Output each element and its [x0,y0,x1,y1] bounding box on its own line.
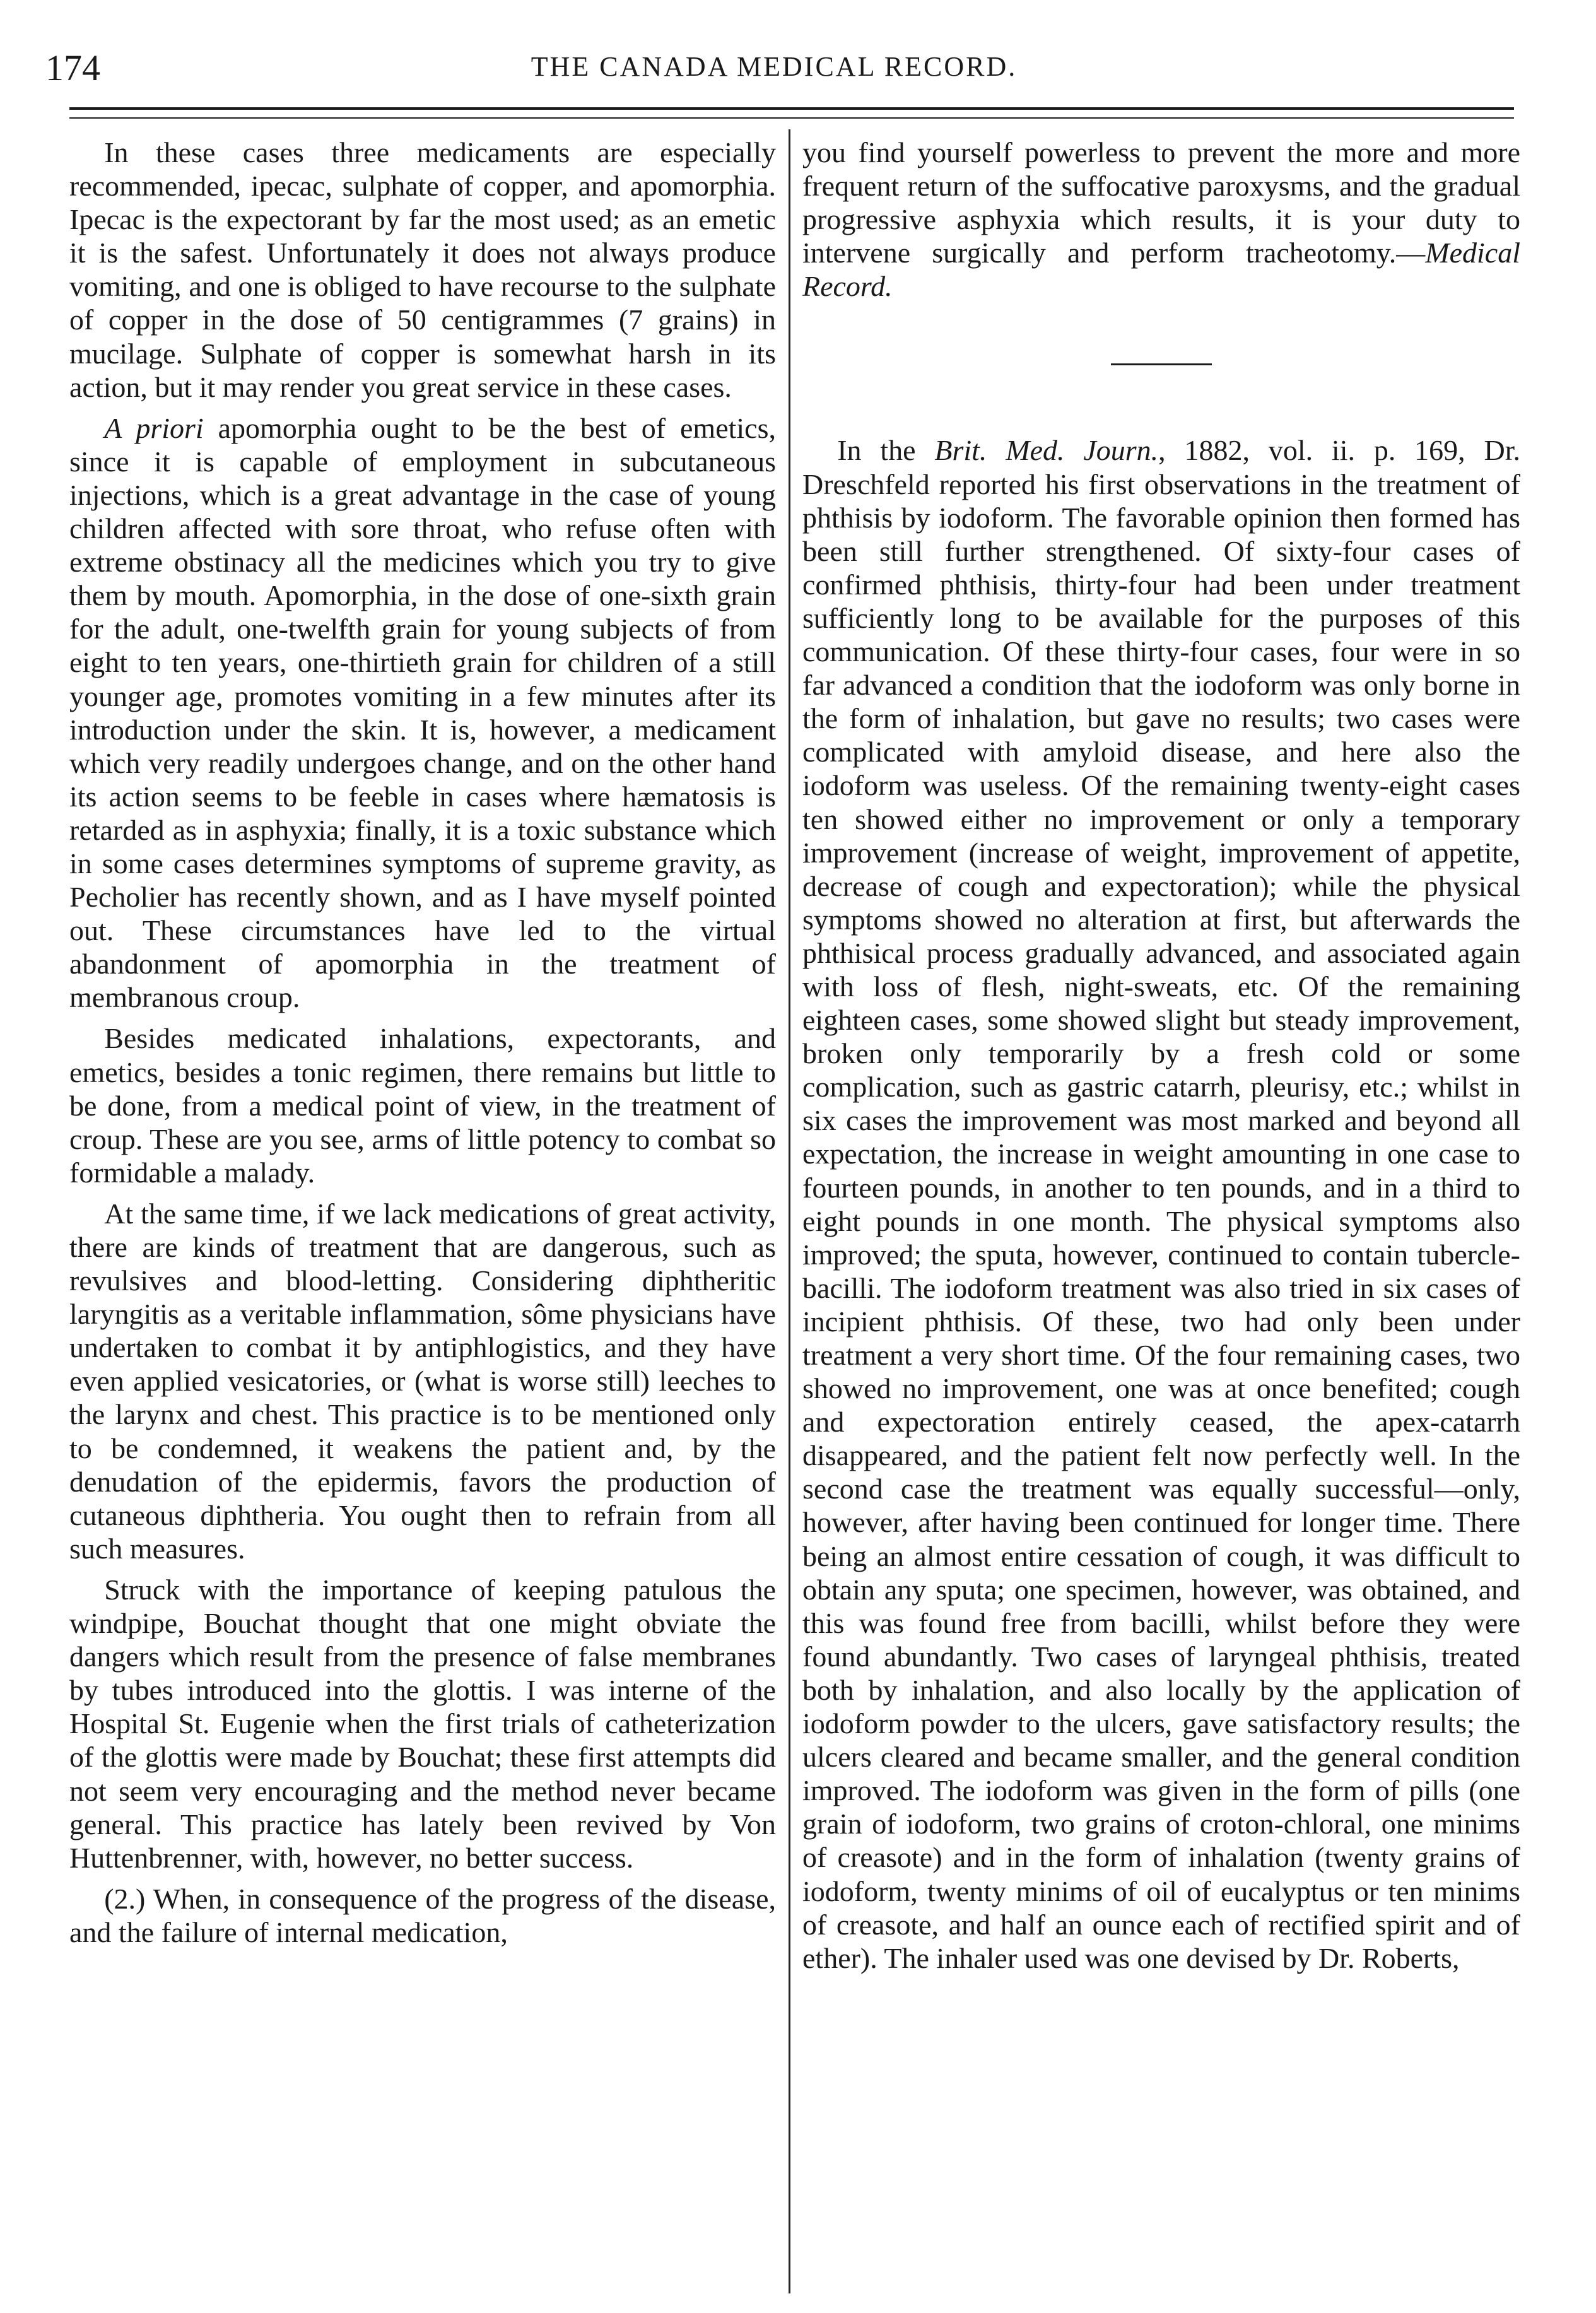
header-rule-thick [69,107,1514,110]
a-priori-italic: A priori [104,411,204,444]
column-divider [789,129,790,2293]
header-rule-thin [69,117,1514,119]
iodoform-text: , 1882, vol. ii. p. 169, Dr. Dreschfeld reported his first observations in the treatment of phthisis by iodoform. The favorable opinion then formed has been still further strengthened. Of sixty-four cases of confirmed phthisis, thirty-four had been under treatment sufficiently long to be available for the purposes of this communication. Of these thirty-four cases, four were in so far advanced a condition that the iodoform was only borne in the form of inhalation, but gave no results; two cases were complicated with amyloid disease, and here also the iodoform was useless. Of the remaining twenty-eight cases ten showed either no improvement or only a temporary improvement (increase of weight, improvement of appetite, decrease of cough and expectoration); while the physical symptoms showed no alteration at first, but afterwards the phthisical process gradually advanced, and associated again with loss of flesh, night-sweats, etc. Of the remaining eighteen cases, some showed slight but steady improvement, broken only temporarily by a fresh cold or some complication, such as gastric catarrh, pleurisy, etc.; whilst in six cases the improvement was most marked and beyond all expectation, the increase in weight amounting in one case to fourteen pounds, in another to ten pounds, and in a third to eight pounds in one month. The physical symptoms also improved; the sputa, however, continued to contain tubercle-bacilli. The iodoform treatment was also tried in six cases of incipient phthisis. Of these, two had only been under treatment a very short time. Of the four remaining cases, two showed no improvement, one was at once benefited; cough and expectoration entirely ceased, the apex-catarrh disappeared, and the patient felt now perfectly well. In the second case the treatment was equally successful—only, however, after having been continued for longer time. There being an almost entire cessation of cough, it was difficult to obtain any sputa; one specimen, however, was obtained, and this was found free from bacilli, whilst before they were found abundantly. Two cases of laryngeal phthisis, treated both by inhalation, and also locally by the application of iodoform powder to the ulcers, gave satisfactory results; the ulcers cleared and became smaller, and the general condition improved. The iodoform was given in the form of pills (one grain of iodoform, two grains of croton-chloral, one minims of creasote) and in the form of inhalation (twenty grains of iodoform, twenty minims of oil of eucalyptus or ten minims of creasote, and half an ounce each of rectified spirit and of ether). The inhaler used was one devised by Dr. Roberts, [802,434,1520,1974]
paragraph-apomorphia [69,411,776,1015]
paragraph-inhalations: Besides medicated inhalations, expectorants, and emetics, besides a tonic regimen, there remains but little to be done, from a medical point of view, in the treatment of croup. These are you see, arms of little potency to combat so formidable a malady. [69,1022,776,1189]
paragraph-tracheotomy-end [802,136,1520,303]
paragraph-dangerous-treatments: At the same time, if we lack medications of great activity, there are kinds of treatment that are dangerous, such as revulsives and blood-letting. Considering diphtheritic laryngitis as a veritable inflammation, sôme physicians have undertaken to combat it by antiphlogistics, and they have even applied vesicatories, or (what is worse still) leeches to the larynx and chest. This practice is to be mentioned only to be condemned, it weakens the patient and, by the denudation of the epidermis, favors the production of cutaneous diphtheria. You ought then to refrain from all such measures. [69,1197,776,1565]
tracheotomy-text: you find yourself powerless to prevent the more and more frequent return of the suffocative paroxysms, and the gradual progressive asphyxia which results, it is your duty to intervene surgically and perform tracheotomy.— [802,136,1520,269]
attribution-medical-record: Medical Record. [802,237,1520,303]
running-title: THE CANADA MEDICAL RECORD. [531,51,1018,82]
paragraph-iodoform [802,433,1520,1974]
paragraph-medicaments: In these cases three medicaments are especially recommended, ipecac, sulphate of copper, and apomorphia. Ipecac is the expectorant by far the most used; as an emetic it is the safest. Unfortunately it does not always produce vomiting, and one is obliged to have recourse to the sulphate of copper in the dose of 50 centigrammes (7 grains) in mucilage. Sulphate of copper is somewhat harsh in its action, but it may render you great service in these cases. [69,136,776,403]
right-column [802,136,1520,1982]
iodoform-intro: In the [837,434,935,467]
left-column [69,136,776,1957]
section-separator [1111,363,1212,365]
page-number: 174 [45,47,100,88]
paragraph-tracheotomy-start: (2.) When, in consequence of the progress of the disease, and the failure of internal medication, [69,1882,776,1948]
paragraph-bouchat: Struck with the importance of keeping patulous the windpipe, Bouchat thought that one might obviate the dangers which result from the presence of false membranes by tubes introduced into the glottis. I was interne of the Hospital St. Eugenie when the first trials of catheterization of the glottis were made by Bouchat; these first attempts did not seem very encouraging and the method never became general. This practice has lately been revived by Von Huttenbrenner, with, however, no better success. [69,1573,776,1874]
apomorphia-text: apomorphia ought to be the best of emetics, since it is capable of employment in subcutaneous injections, which is a great advantage in the case of young children affected with sore throat, who refuse often with extreme obstinacy all the medicines which you try to give them by mouth. Apomorphia, in the dose of one-sixth grain for the adult, one-twelfth grain for young subjects of from eight to ten years, one-thirtieth grain for children of a still younger age, promotes vomiting in a few minutes after its introduction under the skin. It is, however, a medicament which very readily undergoes change, and on the other hand its action seems to be feeble in cases where hæmatosis is retarded as in asphyxia; finally, it is a toxic substance which in some cases determines symptoms of supreme gravity, as Pecholier has recently shown, and as I have myself pointed out. These circumstances have led to the virtual abandonment of apomorphia in the treatment of membranous croup. [69,411,776,1014]
journal-citation-italic: Brit. Med. Journ. [934,434,1159,467]
page-header [39,39,1509,90]
